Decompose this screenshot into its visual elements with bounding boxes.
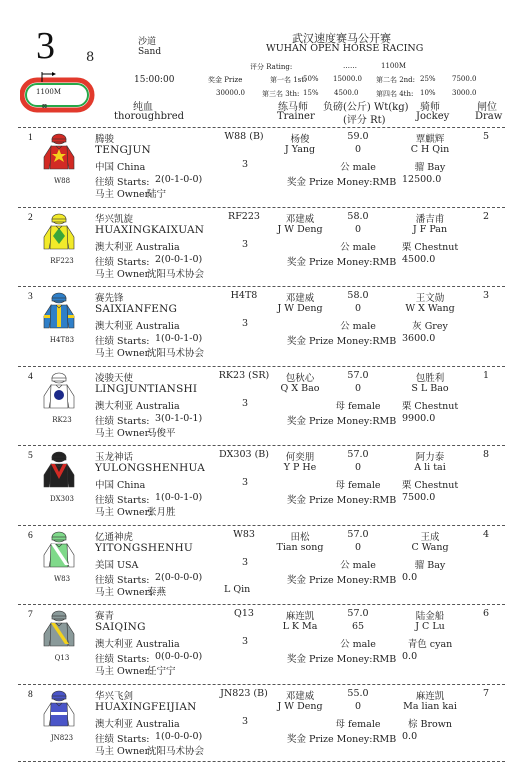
horse-name-cn: 华兴凯旋: [95, 213, 134, 225]
header-jockey-cn: 骑师: [420, 102, 440, 113]
horse-age: 3: [242, 159, 249, 170]
runner-number: 3: [28, 292, 33, 302]
horse-age: 3: [242, 556, 249, 568]
prize-money-value: 12500.0: [402, 174, 442, 185]
horse-name-en: YULONGSHENHUA: [95, 462, 206, 474]
starts-record: 2(0-0-1-0): [155, 253, 203, 265]
starts-record: 0(0-0-0-0): [155, 651, 203, 662]
horse-origin: 澳大利亚 Australia: [95, 400, 180, 412]
carried-weight: 57.0: [347, 528, 369, 540]
trainer-name-cn: 邓建威: [285, 213, 315, 225]
horse-brand: DX303 (B): [219, 449, 269, 460]
horse-brand: RF223: [228, 210, 260, 222]
prize-4th-amount: 3000.0: [452, 89, 477, 97]
horse-code: JN823: [50, 733, 74, 742]
header-trainer-en: Trainer: [277, 111, 315, 122]
owner-extra: L Qin: [224, 583, 251, 595]
horse-age: 3: [242, 715, 249, 727]
owner-name: 沈阳马术协会: [147, 745, 205, 757]
horse-rating: 0: [354, 223, 362, 235]
prize-money-value: 0.0: [402, 651, 418, 662]
horse-sex: 公 male: [340, 639, 376, 650]
jockey-name-en: S L Bao: [411, 382, 449, 394]
owner-label: 马主 Owner:: [95, 189, 153, 200]
starts-record: 1(0-0-1-0): [155, 333, 203, 344]
draw-number: 2: [482, 210, 490, 222]
jockey-silks-icon: [42, 290, 78, 334]
trainer-name-cn: 包秋心: [285, 372, 315, 384]
carried-weight: 57.0: [347, 608, 369, 619]
jockey-name-en: W X Wang: [405, 303, 455, 314]
horse-sex: 公 male: [340, 162, 376, 173]
horse-brand: H4T8: [230, 290, 258, 301]
jockey-name-en: C H Qin: [410, 144, 450, 155]
horse-brand: JN823 (B): [220, 687, 268, 699]
trainer-name-cn: 邓建威: [285, 293, 315, 304]
prize-money-label: 奖金 Prize Money:RMB: [287, 654, 397, 665]
field-size: 8: [86, 50, 95, 65]
prize-money-label: 奖金 Prize Money:RMB: [287, 574, 397, 586]
horse-name-en: SAIQING: [95, 621, 146, 633]
horse-rating: 0: [354, 144, 362, 155]
row-separator: [18, 366, 505, 367]
horse-rating: 65: [351, 621, 365, 632]
horse-age: 3: [242, 238, 249, 250]
starts-label: 往绩 Starts:: [95, 177, 150, 188]
owner-name: 沈阳马术协会: [147, 268, 205, 280]
header-draw-cn: 闸位: [477, 102, 497, 113]
trainer-name-cn: 杨俊: [290, 134, 310, 145]
trainer-name-en: Y P He: [283, 462, 317, 473]
draw-number: 3: [482, 290, 490, 301]
horse-code: RF223: [50, 256, 74, 265]
prize-1st-pct: 50%: [303, 75, 319, 83]
horse-brand: W88 (B): [224, 131, 264, 142]
horse-brand: RK23 (SR): [218, 369, 270, 381]
horse-code: RK23: [52, 415, 72, 424]
horse-color: 棕 Brown: [407, 718, 452, 730]
horse-name-en: SAIXIANFENG: [95, 303, 178, 315]
trainer-name-cn: 邓建威: [285, 690, 315, 702]
jockey-name-cn: 王成: [420, 531, 440, 543]
owner-name: 张月胜: [147, 507, 176, 518]
prize-money-value: 4500.0: [402, 253, 436, 265]
horse-color: 栗 Chestnut: [401, 400, 459, 412]
owner-name: 沈阳马术协会: [147, 348, 205, 359]
row-separator: [18, 684, 505, 685]
starts-label: 往绩 Starts:: [95, 574, 150, 586]
row-separator: [18, 207, 505, 208]
horse-code: H4T83: [49, 336, 75, 344]
carried-weight: 55.0: [347, 687, 369, 699]
starts-label: 往绩 Starts:: [95, 415, 150, 427]
jockey-name-cn: 王文勋: [415, 293, 445, 304]
title-en: WUHAN OPEN HORSE RACING: [266, 43, 424, 54]
horse-age: 3: [242, 318, 249, 329]
runner-number: 5: [28, 451, 33, 461]
horse-name-cn: 华兴飞剑: [95, 690, 134, 702]
jockey-name-cn: 麻连凯: [415, 690, 445, 702]
runner-number: 7: [28, 610, 33, 620]
horse-rating: 0: [354, 541, 362, 553]
header-draw-en: Draw: [475, 111, 503, 122]
row-separator: [18, 445, 505, 446]
owner-label: 马主 Owner:: [95, 268, 153, 280]
prize-4th-pct: 10%: [420, 89, 436, 97]
jockey-name-cn: 陆金船: [415, 611, 445, 622]
surface-cn: 沙道: [138, 37, 157, 47]
starts-record: 1(0-0-0-0): [155, 730, 203, 742]
trainer-name-cn: 何奕朋: [285, 452, 315, 463]
owner-name: 陆宁: [147, 189, 167, 200]
carried-weight: 57.0: [347, 369, 369, 381]
horse-color: 灰 Grey: [412, 321, 448, 332]
trainer-name-en: Tian song: [276, 541, 324, 553]
owner-label: 马主 Owner:: [95, 427, 153, 439]
horse-brand: W83: [233, 528, 255, 540]
prize-money-value: 3600.0: [402, 333, 436, 344]
horse-origin: 中国 China: [95, 162, 146, 173]
horse-name-en: YITONGSHENHU: [95, 541, 193, 554]
prize-1st-amount: 15000.0: [333, 75, 362, 83]
owner-name: 泰燕: [147, 586, 167, 598]
starts-record: 2(0-1-0-0): [155, 174, 203, 185]
header-breed-en: thoroughbred: [114, 111, 185, 122]
horse-name-cn: 玉龙神话: [95, 452, 134, 463]
horse-color: 青色 cyan: [407, 639, 453, 650]
runner-row-2[interactable]: [0, 207, 523, 289]
horse-name-en: HUAXINGFEIJIAN: [95, 700, 197, 713]
horse-code: W83: [53, 574, 71, 583]
carried-weight: 58.0: [347, 210, 369, 222]
runner-number: 4: [28, 371, 33, 382]
prize-money-label: 奖金 Prize Money:RMB: [287, 495, 397, 506]
horse-name-cn: 亿通神虎: [95, 531, 134, 543]
horse-color: 骝 Bay: [414, 162, 446, 173]
prize-3rd-label: 第三名 3th:: [262, 90, 300, 98]
carried-weight: 58.0: [347, 290, 369, 301]
jockey-silks-icon: [42, 688, 78, 732]
prize-2nd-pct: 25%: [420, 75, 436, 83]
prize-money-label: 奖金 Prize Money:RMB: [287, 336, 397, 347]
jockey-name-en: J C Lu: [415, 621, 445, 632]
row-separator: [18, 525, 505, 526]
header-breed-cn: 纯血: [133, 102, 153, 113]
horse-sex: 公 male: [340, 559, 376, 571]
trainer-name-en: J W Deng: [277, 223, 323, 235]
runner-row-8[interactable]: [0, 684, 523, 766]
title-cn: 武汉速度赛马公开赛: [292, 32, 391, 45]
runner-number: 8: [28, 689, 33, 700]
horse-name-cn: 腾骏: [95, 134, 115, 145]
prize-money-value: 0.0: [402, 571, 418, 583]
jockey-silks-icon: [42, 529, 78, 573]
draw-number: 4: [482, 528, 490, 540]
header-weight: 负磅(公斤) Wt(kg): [323, 102, 409, 113]
horse-rating: 0: [354, 700, 362, 712]
starts-label: 往绩 Starts:: [95, 336, 150, 347]
owner-label: 马主 Owner:: [95, 348, 153, 359]
runner-number: 1: [28, 133, 33, 143]
draw-number: 1: [482, 369, 490, 381]
jockey-silks-icon: [42, 131, 78, 175]
trainer-name-en: J Yang: [284, 144, 316, 155]
prize-3rd-amount: 4500.0: [334, 89, 359, 97]
runner-number: 2: [28, 212, 33, 223]
header-jockey-en: Jockey: [416, 111, 450, 122]
jockey-name-en: Ma lian kai: [403, 700, 457, 712]
horse-color: 栗 Chestnut: [401, 241, 459, 253]
draw-number: 8: [482, 449, 490, 460]
prize-money-value: 9900.0: [402, 412, 436, 424]
runner-row-3[interactable]: [0, 286, 523, 368]
trainer-name-en: L K Ma: [282, 621, 318, 632]
horse-sex: 母 female: [335, 400, 381, 412]
prize-money-label: 奖金 Prize Money:RMB: [287, 177, 397, 188]
distance: 1100M: [381, 62, 406, 70]
jockey-name-cn: 潘吉甫: [415, 213, 445, 225]
owner-label: 马主 Owner:: [95, 666, 153, 677]
horse-name-cn: 赛先锋: [95, 293, 124, 304]
carried-weight: 57.0: [347, 449, 369, 460]
horse-rating: 0: [354, 303, 362, 314]
owner-name: 马俊平: [147, 427, 176, 439]
owner-label: 马主 Owner:: [95, 586, 153, 598]
header-weight-sub: (评分 Rt): [343, 115, 386, 126]
owner-label: 马主 Owner:: [95, 507, 153, 518]
runner-row-5[interactable]: [0, 445, 523, 527]
horse-code: W88: [53, 177, 71, 185]
horse-color: 栗 Chestnut: [401, 480, 459, 491]
starts-label: 往绩 Starts:: [95, 256, 150, 268]
horse-code: Q13: [54, 654, 70, 662]
horse-age: 3: [242, 477, 249, 488]
jockey-silks-icon: [42, 370, 78, 414]
horse-sex: 母 female: [335, 718, 381, 730]
prize-money-label: 奖金 Prize Money:RMB: [287, 733, 397, 745]
draw-number: 7: [482, 687, 490, 699]
jockey-name-en: A li tai: [414, 462, 446, 473]
row-separator: [18, 127, 505, 128]
horse-origin: 美国 USA: [95, 559, 139, 571]
horse-sex: 公 male: [340, 321, 376, 332]
horse-sex: 母 female: [335, 480, 381, 491]
prize-2nd-amount: 7500.0: [452, 75, 477, 83]
trainer-name-cn: 田松: [290, 531, 310, 543]
prize-money-value: 7500.0: [402, 492, 436, 503]
trainer-name-en: J W Deng: [277, 700, 323, 712]
horse-rating: 0: [354, 462, 362, 473]
prize-money-label: 奖金 Prize Money:RMB: [287, 415, 397, 427]
race-number: 3: [36, 25, 55, 67]
horse-age: 3: [242, 636, 249, 647]
starts-label: 往绩 Starts:: [95, 495, 150, 506]
runner-row-6[interactable]: [0, 525, 523, 607]
jockey-name-en: C Wang: [411, 541, 449, 553]
horse-sex: 公 male: [340, 241, 376, 253]
race-time: 15:00:00: [134, 75, 175, 85]
prize-total: 30000.0: [216, 89, 245, 97]
prize-label: 奖金 Prize: [208, 76, 243, 84]
horse-age: 3: [242, 397, 249, 409]
track-distance-label: 1100M: [36, 88, 61, 96]
horse-name-cn: 赛青: [95, 611, 115, 622]
runner-row-1[interactable]: [0, 127, 523, 209]
jockey-silks-icon: [42, 608, 78, 652]
draw-number: 5: [482, 131, 490, 142]
horse-origin: 澳大利亚 Australia: [95, 639, 180, 650]
prize-4th-label: 第四名 4th:: [376, 90, 414, 98]
row-separator: [18, 761, 505, 762]
starts-label: 往绩 Starts:: [95, 654, 150, 665]
horse-name-en: HUAXINGKAIXUAN: [95, 223, 205, 236]
horse-rating: 0: [354, 382, 362, 394]
trainer-name-en: J W Deng: [277, 303, 323, 314]
prize-1st-label: 第一名 1st:: [270, 76, 307, 84]
prize-2nd-label: 第二名 2nd:: [376, 76, 416, 84]
prize-3rd-pct: 15%: [303, 89, 319, 97]
prize-money-label: 奖金 Prize Money:RMB: [287, 256, 397, 268]
start-gate-icon: ⊠: [42, 103, 48, 110]
jockey-name-en: J F Pan: [412, 223, 448, 235]
owner-label: 马主 Owner:: [95, 745, 153, 757]
horse-color: 骝 Bay: [414, 559, 446, 571]
horse-name-en: LINGJUNTIANSHI: [95, 382, 198, 395]
horse-name-en: TENGJUN: [95, 144, 151, 156]
rating-value: ……: [343, 62, 357, 70]
horse-origin: 澳大利亚 Australia: [95, 321, 180, 332]
runner-row-4[interactable]: [0, 366, 523, 448]
row-separator: [18, 604, 505, 605]
prize-money-value: 0.0: [402, 730, 418, 742]
row-separator: [18, 286, 505, 287]
draw-number: 6: [482, 608, 490, 619]
carried-weight: 59.0: [347, 131, 369, 142]
jockey-name-cn: 阿力泰: [415, 452, 445, 463]
trainer-name-cn: 麻连凯: [285, 611, 315, 622]
jockey-name-cn: 包胜利: [415, 372, 445, 384]
surface-en: Sand: [138, 47, 162, 57]
header-trainer-cn: 练马师: [278, 102, 308, 113]
starts-record: 1(0-0-1-0): [155, 492, 203, 503]
horse-origin: 中国 China: [95, 480, 146, 491]
jockey-silks-icon: [42, 211, 78, 255]
jockey-name-cn: 覃麒辉: [415, 134, 445, 145]
horse-brand: Q13: [234, 608, 254, 619]
horse-origin: 澳大利亚 Australia: [95, 718, 180, 730]
owner-name: 任宁宁: [147, 666, 176, 677]
horse-origin: 澳大利亚 Australia: [95, 241, 180, 253]
runner-number: 6: [28, 530, 33, 541]
runner-row-7[interactable]: [0, 604, 523, 686]
starts-record: 3(0-1-0-1): [155, 412, 203, 424]
horse-name-cn: 凌骏天使: [95, 372, 134, 384]
starts-label: 往绩 Starts:: [95, 733, 150, 745]
trainer-name-en: Q X Bao: [280, 382, 320, 394]
jockey-silks-icon: [42, 449, 78, 493]
starts-record: 2(0-0-0-0): [155, 571, 203, 583]
rating-label: 评分 Rating:: [250, 63, 293, 71]
horse-code: DX303: [50, 495, 74, 503]
